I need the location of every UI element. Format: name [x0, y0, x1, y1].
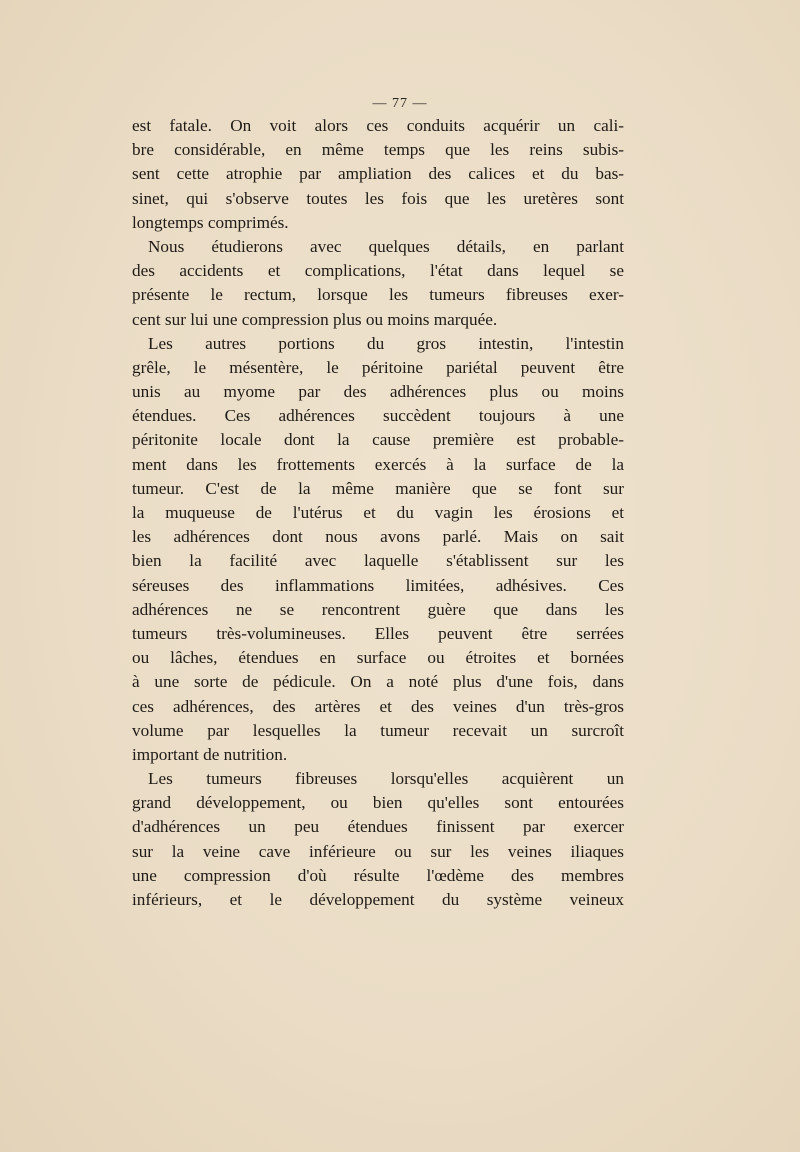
text-line: unis au myome par des adhérences plus ou moins: [132, 382, 624, 402]
text-line: grêle, le mésentère, le péritoine pariétal peuvent être: [132, 357, 624, 377]
text-line: volume par lesquelles la tumeur recevait un surcroît: [132, 720, 624, 740]
text-line: bien la facilité avec laquelle s'établissent sur les: [132, 551, 624, 571]
text-line: Les tumeurs fibreuses lorsqu'elles acquièrent un: [148, 769, 624, 789]
text-line: est fatale. On voit alors ces conduits acquérir un cali-: [132, 116, 624, 135]
text-line: bre considérable, en même temps que les reins subis-: [132, 140, 624, 160]
text-line: péritonite locale dont la cause première est probable-: [132, 430, 624, 450]
text-line: les adhérences dont nous avons parlé. Mais on sait: [132, 527, 624, 547]
text-line: sur la veine cave inférieure ou sur les veines iliaques: [132, 841, 624, 861]
text-line: grand développement, ou bien qu'elles sont entourées: [132, 793, 624, 813]
text-line: la muqueuse de l'utérus et du vagin les érosions et: [132, 503, 624, 522]
page-number: — 77 —: [372, 96, 428, 111]
text-line: sinet, qui s'observe toutes les fois que les uretères sont: [132, 188, 624, 208]
text-line: ou lâches, étendues en surface ou étroites et bornées: [132, 648, 624, 668]
text-line: à une sorte de pédicule. On a noté plus d'une fois, dans: [132, 672, 624, 692]
text-line: une compression d'où résulte l'œdème des membres: [132, 865, 624, 885]
text-line: étendues. Ces adhérences succèdent toujours à une: [132, 406, 624, 426]
text-line: Nous étudierons avec quelques détails, en parlant: [148, 236, 624, 256]
text-line: inférieurs, et le développement du système veineux: [132, 890, 624, 909]
body-text: [132, 114, 624, 912]
text-line: d'adhérences un peu étendues finissent par exercer: [132, 817, 624, 837]
text-line: séreuses des inflammations limitées, adhésives. Ces: [132, 575, 624, 595]
text-line: important de nutrition.: [132, 744, 288, 764]
text-line: tumeurs très-volumineuses. Elles peuvent être serrées: [132, 623, 624, 643]
text-line: des accidents et complications, l'état dans lequel se: [132, 261, 624, 281]
text-line: présente le rectum, lorsque les tumeurs fibreuses exer-: [132, 285, 624, 305]
text-line: cent sur lui une compression plus ou moins marquée.: [132, 309, 498, 329]
text-line: tumeur. C'est de la même manière que se font sur: [132, 478, 624, 498]
text-line: ces adhérences, des artères et des veines d'un très-gros: [132, 696, 624, 716]
text-line: Les autres portions du gros intestin, l'intestin: [148, 333, 624, 353]
text-line: adhérences ne se rencontrent guère que dans les: [132, 599, 624, 619]
text-line: ment dans les frottements exercés à la surface de la: [132, 454, 624, 474]
text-line: longtemps comprimés.: [132, 212, 289, 232]
text-line: sent cette atrophie par ampliation des calices et du bas-: [132, 164, 624, 184]
